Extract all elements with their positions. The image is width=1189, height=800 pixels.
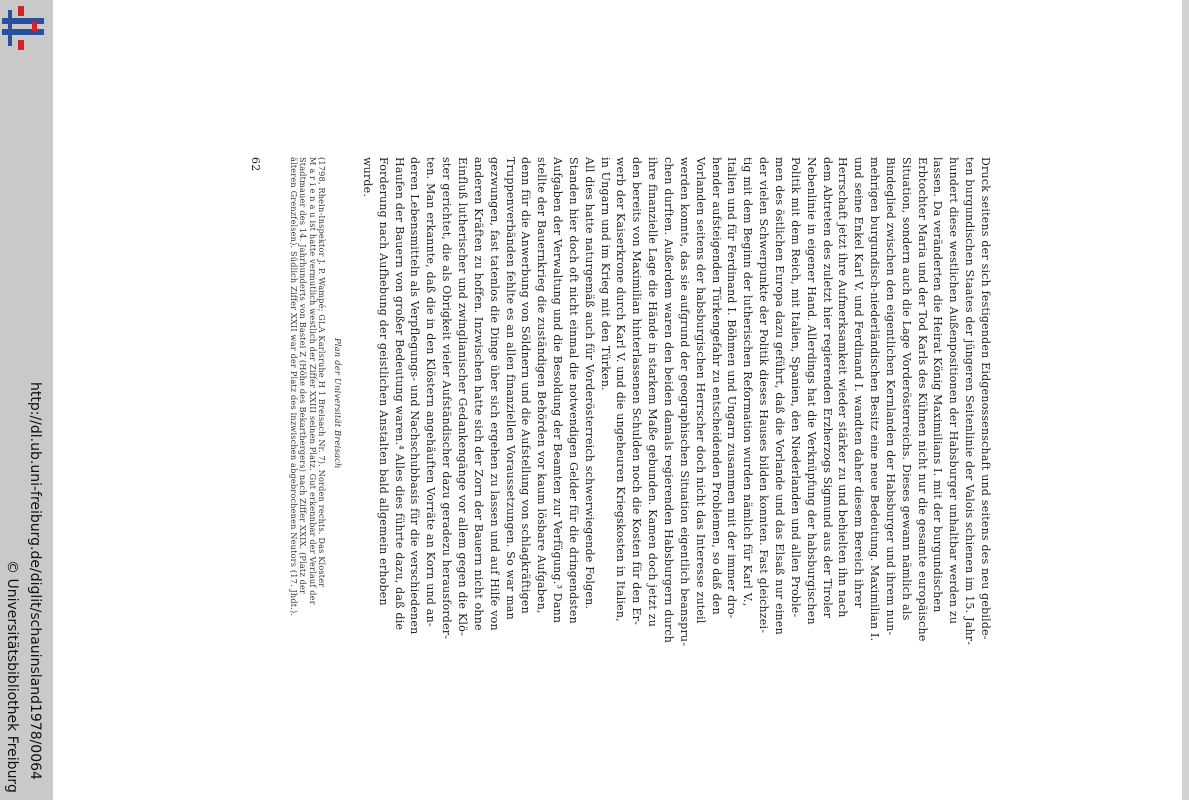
body-text-line: stellte der Bauernkrieg die zuständigen Behörden vor kaum lösbare Aufgaben, [535,157,549,614]
body-text-line: Standen hier doch oft nicht einmal die notwendigen Gelder für die dringendsten [566,157,580,624]
footnote-line: Stadtmauer des 14. Jahrhunderts von Bastei Z (Höhe des Bekarthergers) nach Ziffer XXIX. (Platz der [298,157,309,595]
body-text-line: Herrschaft jetzt ihre Aufmerksamkeit wieder stärker zu und behielten ihn nach [836,157,850,618]
body-text-line: Haufen der Bauern von großer Bedeutung waren.⁴ Alles dies führte dazu, daß die [392,157,406,631]
body-text-line: Vorlanden seitens der habsburgischen Herrscher doch nicht das Interesse zuteil [693,157,707,624]
body-text-line: den bereits von Maximilian hinterlassenen Schulden noch die Kosten für den Er- [630,157,644,625]
figure-caption: Plan der Universität Breisach [333,338,343,469]
body-text-line: ten burgundischen Staates der jüngeren Seitenlinie der Valois schienen im 15. Jahr- [963,157,977,646]
body-text-line: werb der Kaiserkrone durch Karl V. und die ungeheuren Kriegskosten in Italien, [614,157,628,622]
body-text-line: Italien und für Ferdinand I. Böhmen und Ungarn zusammen mit der immer dro- [725,157,739,619]
body-text-line: dem Abtreten des zuletzt hier regierenden Erzherzogs Sigmund aus der Tiroler [820,157,834,619]
body-text-line: Erbtochter Maria und der Tod Karls des Kühnen nicht nur die gesamte europäische [915,157,929,642]
university-logo-icon[interactable] [2,6,44,50]
viewer-sidebar [0,0,53,800]
body-text-line: ihre finanzielle Lage die Hände in starkem Maße gebunden. Kamen doch jetzt zu [646,157,660,628]
body-text-line: Druck seitens der sich festigenden Eidgenossenschaft und seitens des neu gebilde- [979,157,992,640]
document-url[interactable]: http://dl.ub.uni-freiburg.de/diglit/schauinsland1978/0064 [27,382,43,780]
body-text-line: Bindeglied zwischen den eigentlichen Kernlanden der Habsburger und ihrem nun- [883,157,897,636]
body-text-line: lassen. Da veränderten die Heirat König Maximilians I. mit der burgundischen [931,157,945,613]
body-text-line: denn für die Anwerbung von Söldnern und die Aufstellung von schlagkräftigen [519,157,533,614]
body-text-line: und seine Enkel Karl V. und Ferdinand I. wandten daher diesem Bereich ihrer [852,157,866,608]
viewer-edge [1182,0,1189,800]
body-text-line: Forderung nach Aufhebung der geistlichen Anstalten bald allgemein erhoben [376,157,390,606]
body-text-line: Nebenlinie in eigener Hand. Allerdings hat die Verknüpfung der habsburgischen [804,157,818,625]
page-number: 62 [249,157,262,172]
body-text-line: wurde. [360,157,374,198]
body-text-line: ten. Man erkannte, daß die in den Klöstern angehäuften Vorräte an Korn und an- [424,157,438,627]
body-text-line: in Ungarn und im Krieg mit den Türken. [598,157,612,391]
body-text-line: chen durften. Außerdem waren den beiden damals regierenden Habsburgern durch [662,157,675,644]
body-text-line: Situation, sondern auch die Lage Vorderösterreichs. Dieses gewann nämlich als [899,157,913,621]
copyright-notice: © Universitätsbibliothek Freiburg [4,560,20,793]
footnote-line: älteren Grenzfelsen). Südlich Ziffer XXII war der Platz des inzwischen abgebrochenen Neutors (17. Jhdt.). [289,157,300,617]
body-text-line: Truppenverbänden fehlte es an allen finanziellen Voraussetzungen. So war man [503,157,517,620]
body-text-line: Politik mit dem Reich, mit Italien, Spanien, den Niederlanden und allen Proble- [788,157,802,618]
body-text-line: gezwungen, fast tatenlos die Dinge über sich ergehen zu lassen und auf Hilfe von [487,157,501,631]
body-text-line: der vielen Schwerpunkte der Politik dieses Hauses bilden konnten. Fast gleichzei- [757,157,771,634]
body-text-line: hender aufsteigenden Türkengefahr zu entscheidenden Problemen, so daß den [709,157,723,615]
body-text-line: ster gerichtet, die als Obrigkeit vieler Aufständischer dazu geradezu herausforder- [440,157,454,640]
footnote-line: (1798, Rhein-Inspektor J. P. Wampé; GLA Karlsruhe H 1 Breisach Nr. 7). Norden rechts. Das Kloster [317,157,327,588]
body-text-line: men des östlichen Europa dazu geführt, daß die Vorlande und das Elsaß nur einen [772,157,786,635]
body-text-line: tig mit dem Beginn der lutherischen Reformation wurden nämlich für Karl V., [741,157,755,607]
footnote-line: M a r i e n a u ist hatte vermutlich westlich der Ziffer XXIII seinen Platz. Gut erkennbar der Verlauf der [307,157,318,605]
body-text-line: werden konnte, das sie aufgrund der geographischen Situation eigentlich beanspru- [677,157,691,647]
body-text-line: deren Lebensmitteln als Verpflegungs- und Nachschubbasis für die verschiedenen [408,157,422,635]
body-text-line: mehrigen burgundisch-niederländischen Besitz eine neue Bedeutung. Maximilian I. [868,157,882,642]
body-text-line: Aufgaben der Verwaltung und die Besoldung der Beamten zur Verfügung.³ Dann [551,157,565,624]
body-text-line: hundert diese westlichen Außenpositionen der Habsburger unhaltbar werden zu [947,157,961,625]
body-text-line: All dies hatte naturgemäß auch für Vorderösterreich schwerwiegende Folgen. [582,157,596,610]
body-text-line: Einfluß lutherischer und zwinglianischer Gedankengänge vor allem gegen die Klö- [455,157,469,636]
body-text-line: anderen Kräften zu hoffen. Inzwischen hatte sich der Zorn der Bauern nicht ohne [471,157,485,631]
